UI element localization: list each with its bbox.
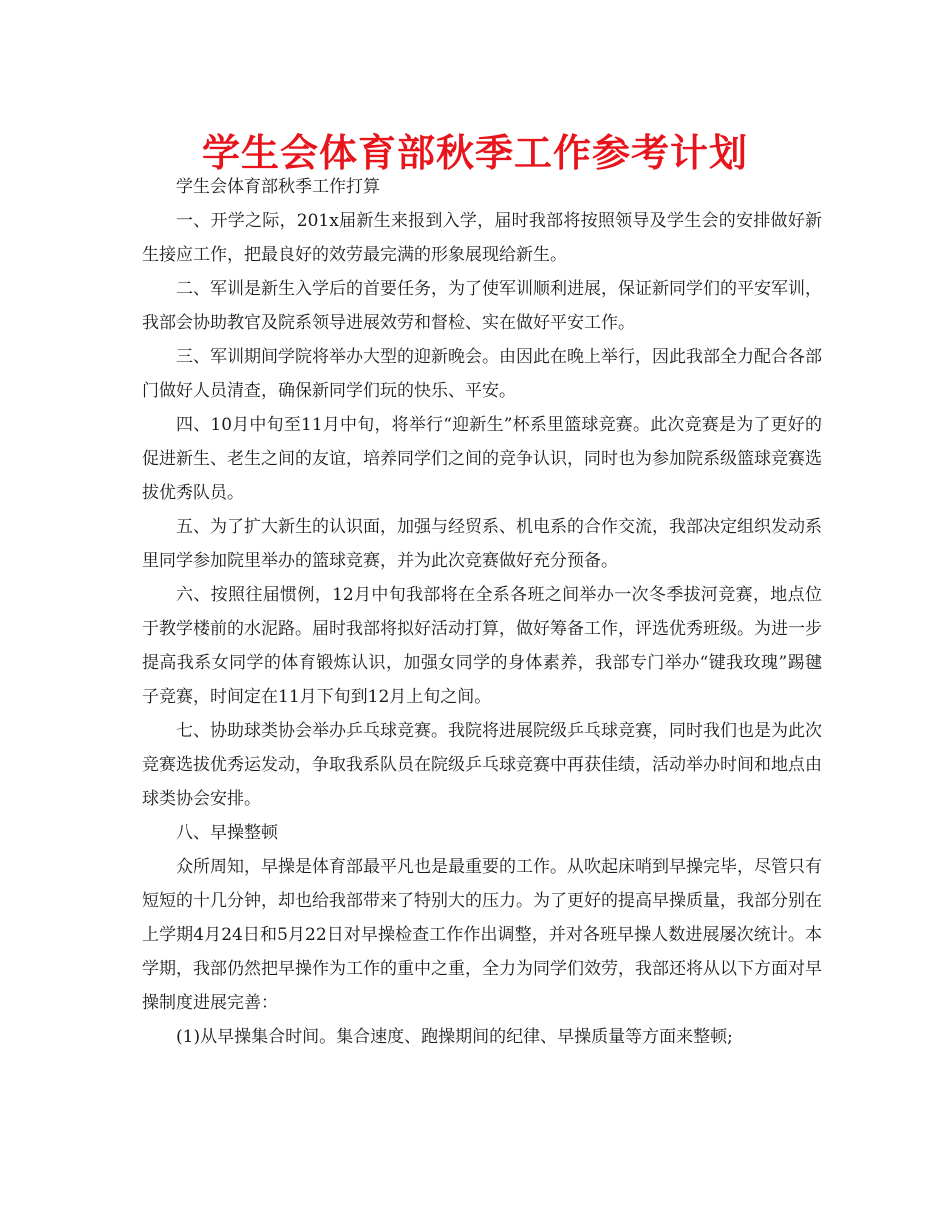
paragraph-1: 一、开学之际，201x届新生来报到入学，届时我部将按照领导及学生会的安排做好新生接应工作，把最良好的效劳最完满的形象展现给新生。 xyxy=(142,211,822,265)
paragraph-2: 二、军训是新生入学后的首要任务，为了使军训顺利进展，保证新同学们的平安军训，我部会协助教官及院系领导进展效劳和督检、实在做好平安工作。 xyxy=(142,279,822,333)
paragraph-4: 四、10月中旬至11月中旬，将举行“迎新生”杯系里篮球竞赛。此次竞赛是为了更好的促进新生、老生之间的友谊，培养同学们之间的竞争认识，同时也为参加院系级篮球竞赛选拔优秀队员。 xyxy=(142,415,822,503)
document-subtitle: 学生会体育部秋季工作打算 xyxy=(176,177,380,197)
paragraph-7: 七、协助球类协会举办乒乓球竞赛。我院将进展院级乒乓球竞赛，同时我们也是为此次竞赛选拔优秀运发动，争取我系队员在院级乒乓球竞赛中再获佳绩，活动举办时间和地点由球类协会安排。 xyxy=(142,721,822,809)
page-title: 学生会体育部秋季工作参考计划 xyxy=(201,131,748,175)
paragraph-10: (1)从早操集合时间。集合速度、跑操期间的纪律、早操质量等方面来整顿; xyxy=(176,1027,733,1047)
paragraph-9: 众所周知，早操是体育部最平凡也是最重要的工作。从吹起床哨到早操完毕，尽管只有短短的十几分钟，却也给我部带来了特别大的压力。为了更好的提高早操质量，我部分别在上学期4月24日和5月22日对早操检查工作作出调整，并对各班早操人数进展屡次统计。本学期，我部仍然把早操作为工作的重中之重，全力为同学们效劳，我部还将从以下方面对早操制度进展完善： xyxy=(142,857,822,1013)
paragraph-3: 三、军训期间学院将举办大型的迎新晚会。由因此在晚上举行，因此我部全力配合各部门做好人员清查，确保新同学们玩的快乐、平安。 xyxy=(142,347,822,401)
document-body xyxy=(142,170,822,1054)
paragraph-6: 六、按照往届惯例，12月中旬我部将在全系各班之间举办一次冬季拔河竞赛，地点位于教学楼前的水泥路。届时我部将拟好活动打算，做好筹备工作，评选优秀班级。为进一步提高我系女同学的体育锻炼认识，加强女同学的身体素养，我部专门举办“键我玫瑰”踢毽子竞赛，时间定在11月下旬到12月上旬之间。 xyxy=(142,585,822,707)
paragraph-5: 五、为了扩大新生的认识面，加强与经贸系、机电系的合作交流，我部决定组织发动系里同学参加院里举办的篮球竞赛，并为此次竞赛做好充分预备。 xyxy=(142,517,822,571)
section-heading-8: 八、早操整顿 xyxy=(176,823,278,843)
